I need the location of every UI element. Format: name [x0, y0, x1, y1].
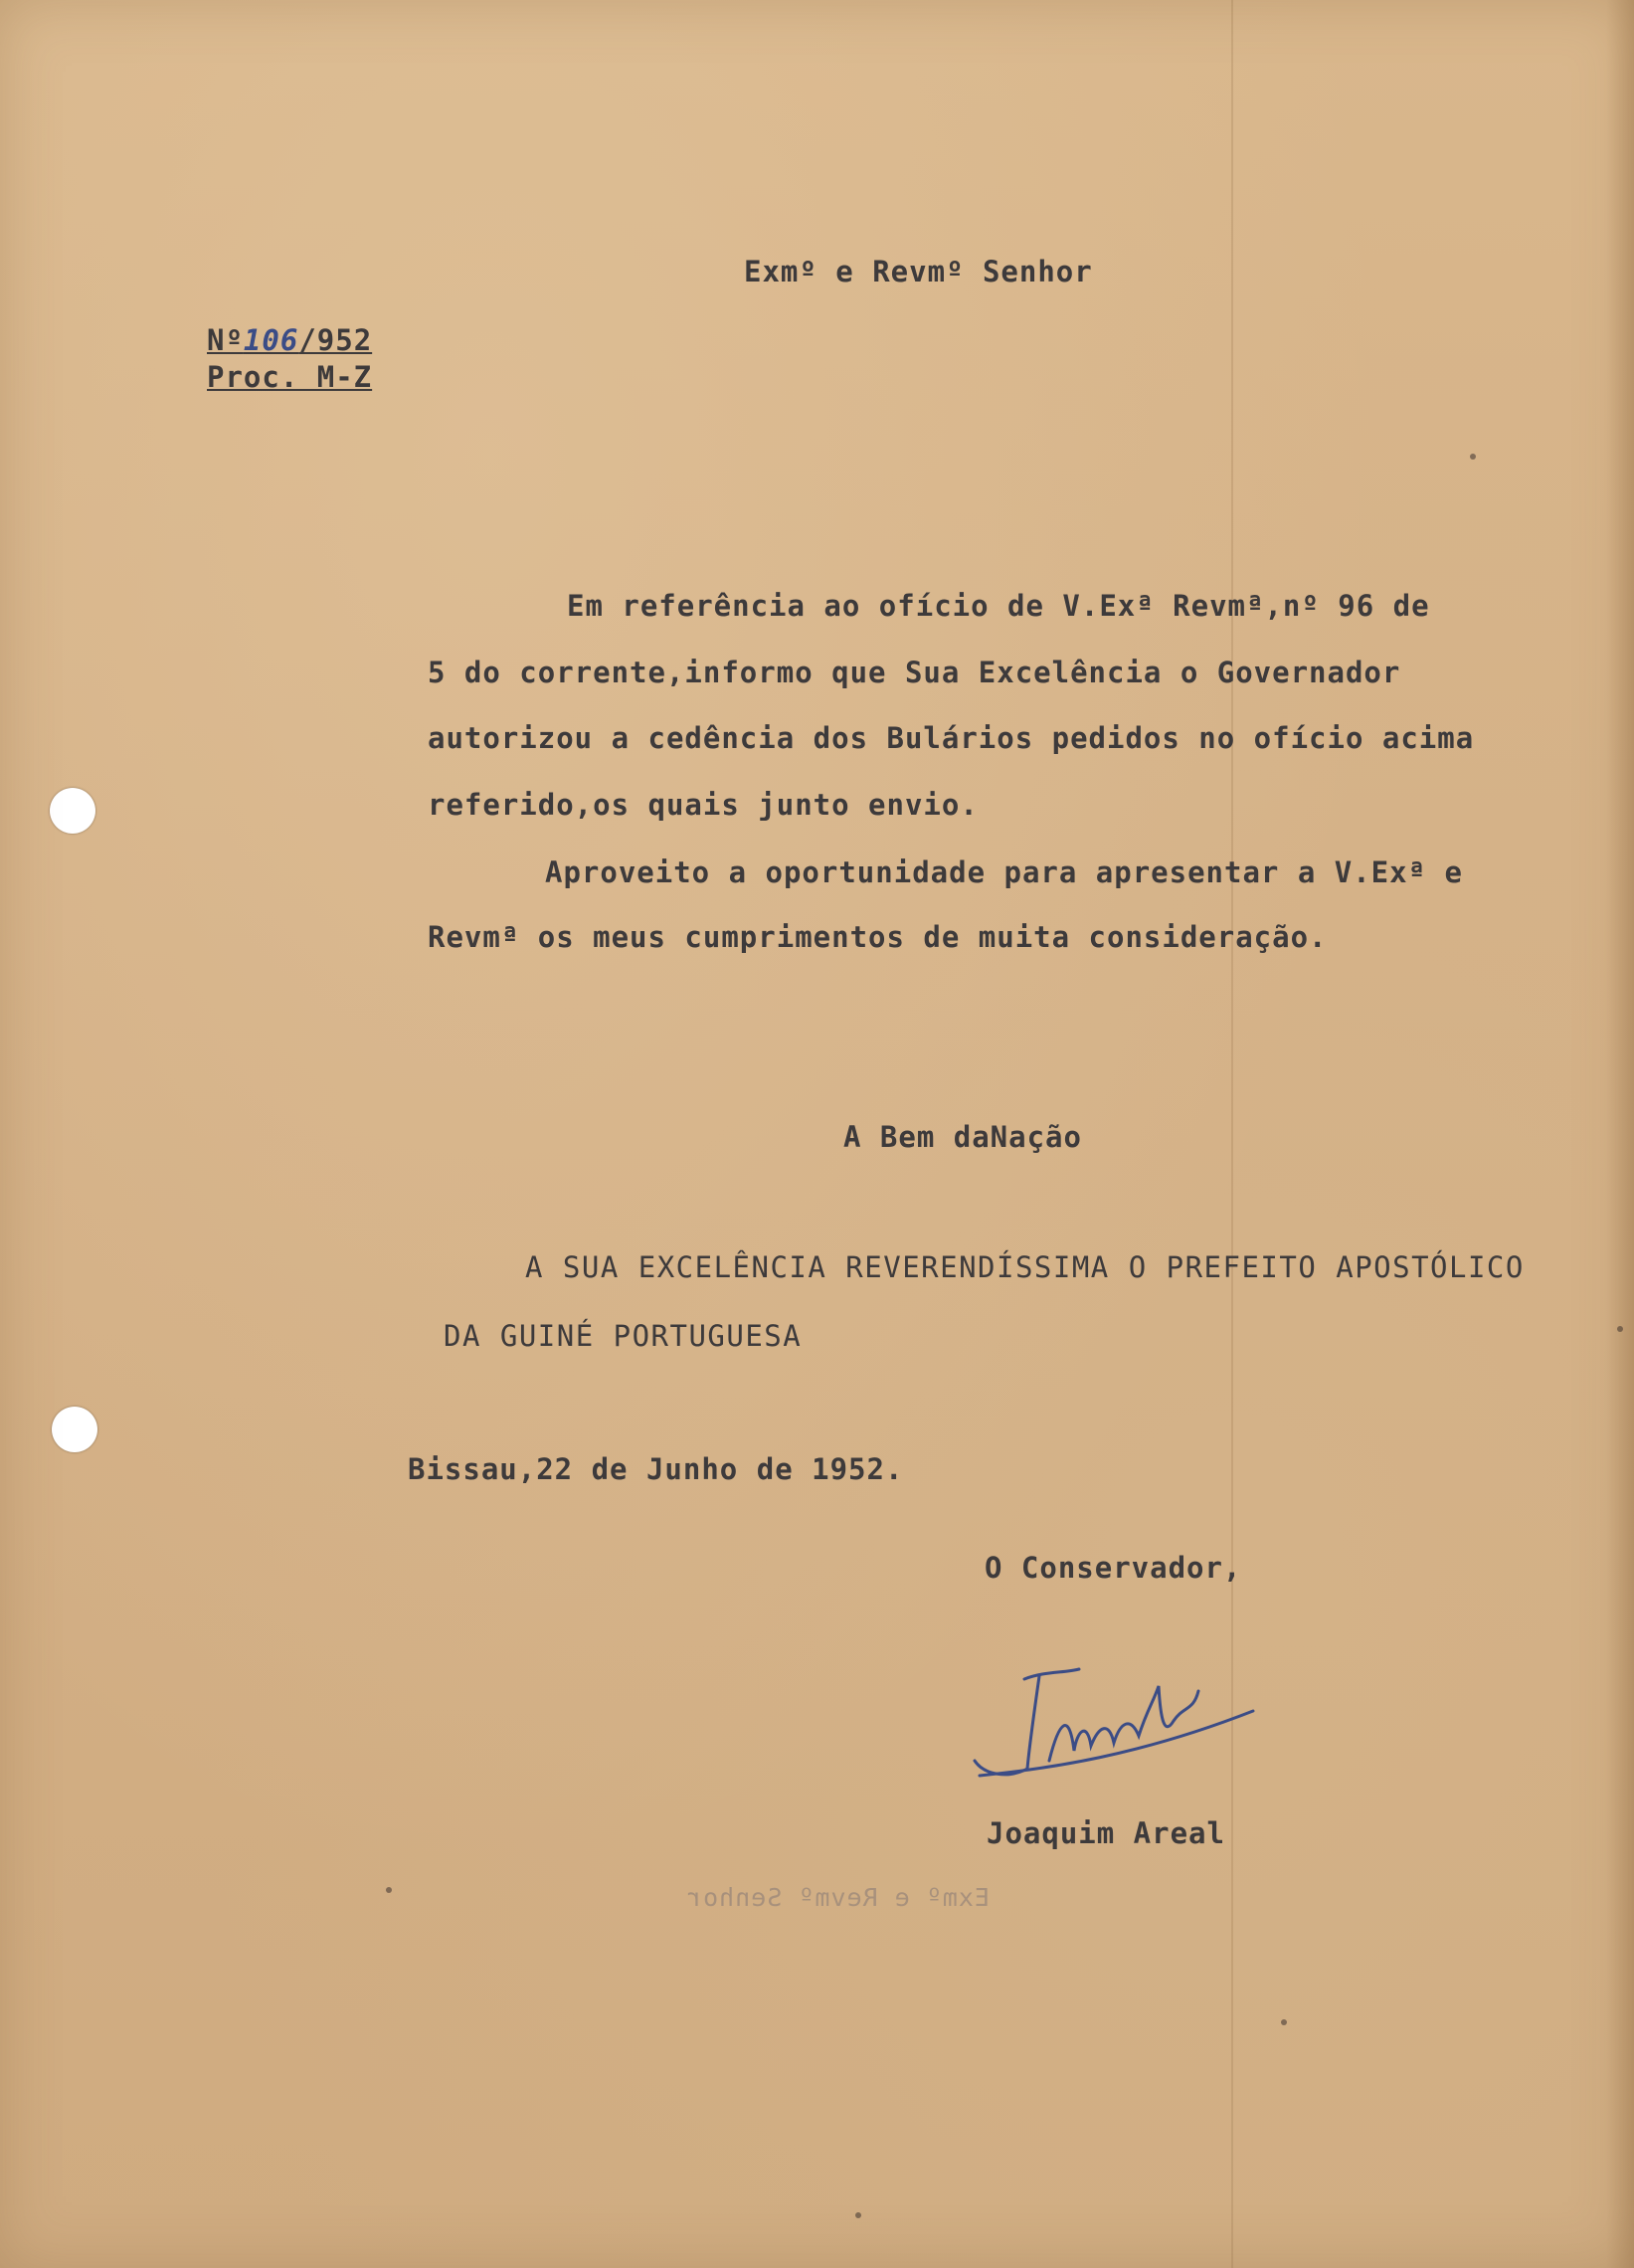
- closing-formula: A Bem daNação: [843, 1120, 1082, 1154]
- salutation: Exmº e Revmº Senhor: [744, 255, 1093, 288]
- body-line-2: 5 do corrente,informo que Sua Excelência o Governador: [428, 656, 1401, 689]
- body-line-1: Em referência ao ofício de V.Exª Revmª,nº 96 de: [567, 589, 1430, 623]
- bleed-through-text: Exmº e Revmº Senhor: [686, 1883, 990, 1912]
- punch-hole-top: [50, 788, 95, 834]
- ink-speck: [1617, 1326, 1623, 1332]
- paper-crease: [1231, 0, 1233, 2268]
- ink-speck: [1281, 2019, 1287, 2025]
- reference-number: [207, 323, 372, 357]
- ink-speck: [1470, 454, 1476, 460]
- ink-speck: [855, 2212, 861, 2218]
- reference-number-suffix: /952: [298, 323, 373, 357]
- dateline: Bissau,22 de Junho de 1952.: [408, 1452, 904, 1486]
- ink-speck: [386, 1887, 392, 1893]
- reference-process: Proc. M-Z: [207, 360, 373, 394]
- paper-edge-shadow: [1606, 0, 1634, 2268]
- reference-number-handwritten: 106: [243, 323, 299, 357]
- body-line-5: Aproveito a oportunidade para apresentar a V.Exª e: [545, 855, 1463, 889]
- body-line-4: referido,os quais junto envio.: [428, 788, 979, 822]
- body-line-6: Revmª os meus cumprimentos de muita consideração.: [428, 920, 1328, 954]
- signatory-role: O Conservador,: [985, 1551, 1242, 1585]
- body-line-3: autorizou a cedência dos Bulários pedidos no ofício acima: [428, 721, 1475, 755]
- addressee-line-2: DA GUINÉ PORTUGUESA: [444, 1319, 803, 1353]
- reference-number-prefix: Nº: [207, 323, 244, 357]
- signatory-name: Joaquim Areal: [987, 1816, 1225, 1850]
- handwritten-signature: [970, 1651, 1268, 1791]
- punch-hole-bottom: [52, 1407, 97, 1452]
- addressee-line-1: A SUA EXCELÊNCIA REVERENDÍSSIMA O PREFEITO APOSTÓLICO: [525, 1250, 1525, 1284]
